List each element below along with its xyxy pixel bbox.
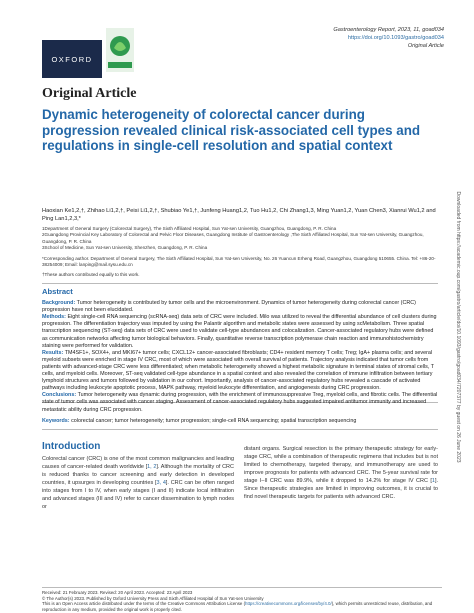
results-text: TM4SF1+, SOX4+, and MKI67+ tumor cells; CXCL12+ cancer-associated fibroblasts; CD4+ resident memory T cells; Treg; IgA+ plasma cells; and several myeloid subsets were enriched in stage IV CRC, most of which were associated with overall survival of patients. Trajectory analysis indicated that tumor cells from patients with advanced-stage CRC were less differentiated; when metabolic heterogeneity showed a highest metabolic signature in terminal states of stromal cells, T cells, and myeloid cells. Moreover, ST-seq validated cell-type abundance in a spatial context and also revealed the correlation of immune infiltration between tertiary lymphoid structures and tumors followed by validation in our cohort. Importantly, analysis of cancer-associated regulatory hubs revealed a cascade of activated pathways including leukocyte apoptotic process, MAPK pathway, myeloid leukocyte differentiation, and angiogenesis during CRC progression. — [42, 349, 434, 392]
affiliation: 2Guangdong Provincial Key Laboratory of Colorectal and Pelvic Floor Diseases, Guangdong Institute of Gastroenterology ,The Sixth Affiliated Hospital, Sun Yat-sen University, Guangzhou, Guangdong, P. R. China — [42, 232, 424, 244]
affiliation: 1Department of General Surgery (Colorectal Surgery), The Sixth Affiliated Hospital, Sun Yat-sen University, Guangzhou, Guangdong, P. R. China — [42, 226, 337, 231]
doi-link[interactable]: https://doi.org/10.1093/gastro/goad034 — [347, 35, 444, 41]
journal-logo — [104, 28, 136, 72]
license-text: ), which permits unrestricted reuse, distribution, and reproduction in any medium, provided the original work is properly cited. — [42, 601, 433, 612]
background-label: Background: — [42, 300, 76, 307]
citation-link[interactable]: 1 — [431, 478, 435, 484]
abstract-heading: Abstract — [42, 287, 73, 296]
license-text: This is an Open Access article distributed under the terms of the Creative Commons Attribution License ( — [42, 601, 246, 607]
intro-text: distant organs. Surgical resection is the primary therapeutic strategy for early-stage CRC, while a combination of therapeutic regimens that includes but is not limited to chemotherapy, targeted therapy, and immunotherapy are used to improve prognosis for patients with advanced CRC. The 5-year survival rate for stage I–II CRC was 89.9%, while it dropped to 14.2% for stage IV CRC [ — [244, 446, 438, 484]
oxford-logo-text: OXFORD — [51, 54, 93, 64]
intro-left-column — [42, 455, 234, 511]
intro-right-column — [244, 445, 438, 501]
intro-text: ]. CRC can be often ranged into stages from I to IV, when early stages (I and II) indicate local infiltration and advanced stages (III and IV) refer to cancer dissemination to lymph nodes or — [42, 480, 234, 510]
oxford-logo — [42, 40, 102, 78]
license — [42, 601, 442, 612]
abstract-section — [42, 283, 438, 413]
journal-citation: Gastroenterology Report, 2023, 11, goad034 — [333, 27, 444, 33]
equal-contribution-note: †These authors contributed equally to this work. — [42, 272, 140, 278]
article-title: Dynamic heterogeneity of colorectal cancer during progression revealed clinical risk-associated cell types and regulations in single-cell resolution and spatial context — [42, 107, 421, 153]
copyright: © The Author(s) 2023. Published by Oxford University Press and Sixth Affiliated Hospital of Sun Yat-sen University — [42, 595, 264, 601]
journal-header — [333, 26, 444, 50]
introduction-heading: Introduction — [42, 441, 101, 452]
affiliation: 3School of Medicine, Sun Yat-sen University, Shenzhen, Guangdong, P. R. China — [42, 245, 208, 251]
background-text: Tumor heterogeneity is contributed by tumor cells and the microenvironment. Dynamics of tumor heterogeneity during colorectal cancer (CRC) progression have not been elucidated. — [42, 300, 416, 314]
article-type: Original Article — [42, 86, 137, 101]
download-watermark-text: Downloaded from https://academic.oup.com/gastro/article/doi/10.1093/gastro/goad034/7207377 by guest on 26 June 2023 — [455, 191, 461, 463]
abstract-background — [42, 300, 438, 314]
conclusions-label: Conclusions: — [42, 392, 77, 399]
keywords-label: Keywords: — [42, 418, 70, 424]
citation-link[interactable]: 3, 4 — [156, 480, 166, 486]
citation-link[interactable]: 1, 2 — [147, 464, 157, 470]
corresponding-author: *Corresponding author. Department of General Surgery, The Sixth Affiliated Hospital, Sun Yat-sen University, No. 26 Yuancun Erheng Road, Guangzhou, Guangdong 510655. China. Tel: +86-20-38254009; Email: lanping@mail.sysu.edu.cn — [42, 255, 436, 268]
methods-text: Eight single-cell RNA sequencing (scRNA-seq) data sets of CRC were included. Milo was utilized to reveal the differential abundance of cell clusters during progression. The differentiation trajectory was imputed by using the Palantir algorithm and metabolic states were assessed by using scMetabolism. Three spatial transcription sequencing (ST-seq) data sets of CRC were used to validate cell-type abundances and colocalization. Cancer-associated regulatory hubs were defined as communication networks affecting tumor biological behaviors. Finally, quantitative reverse transcription polymerase chain reaction and immunohistochemistry staining were performed for validation. — [42, 314, 437, 349]
license-link[interactable]: https://creativecommons.org/licenses/by/4.0/ — [245, 601, 332, 607]
abstract-conclusions — [42, 392, 438, 413]
intro-text: ]. Although the mortality of CRC is reduced thanks to cancer screening and early detection in developed countries, it upsurges in developing countries [ — [42, 464, 234, 486]
conclusions-text: Tumor heterogeneity was dynamic during progression, with the enrichment of immunosuppressive Treg, myeloid cells, and fibrotic cells. The differential state of tumor cells was associated with cancer staging. Assessment of cancer-associated regulatory hubs suggested impaired antitumor immunity and increased metastatic ability during CRC progression. — [42, 392, 438, 413]
affiliations — [42, 226, 437, 279]
intro-text: Colorectal cancer (CRC) is one of the most common malignancies and leading causes of cancer-related death worldwide [ — [42, 456, 234, 470]
article-dates: Received: 21 February 2023. Revised: 20 April 2023. Accepted: 23 April 2023 — [42, 590, 193, 595]
methods-label: Methods: — [42, 314, 66, 321]
author-list: Haoxian Ke1,2,†, Zhihao Li1,2,†, Peisi Li1,2,†, Shubiao Ye1,†, Junfeng Huang1,2, Tuo Hu1,2, Chi Zhang1,3, Ming Yuan1,2, Yuan Chen3, Xianrui Wu1,2 and Ping Lan1,2,3,* — [42, 208, 436, 222]
abstract-results — [42, 350, 438, 393]
footer — [42, 587, 442, 612]
keywords-text: colorectal cancer; tumor heterogeneity; tumor progression; single-cell RNA sequencing; spatial transcription sequencing — [71, 418, 357, 424]
keywords — [42, 418, 438, 430]
header-section: Original Article — [407, 43, 444, 49]
abstract-methods — [42, 314, 438, 349]
download-watermark — [452, 92, 464, 562]
results-label: Results: — [42, 349, 64, 356]
intro-text: ]. Since therapeutic strategies are limited in improving outcomes, it is crucial to find novel therapeutic targets for patients with advanced CRC. — [244, 478, 438, 500]
